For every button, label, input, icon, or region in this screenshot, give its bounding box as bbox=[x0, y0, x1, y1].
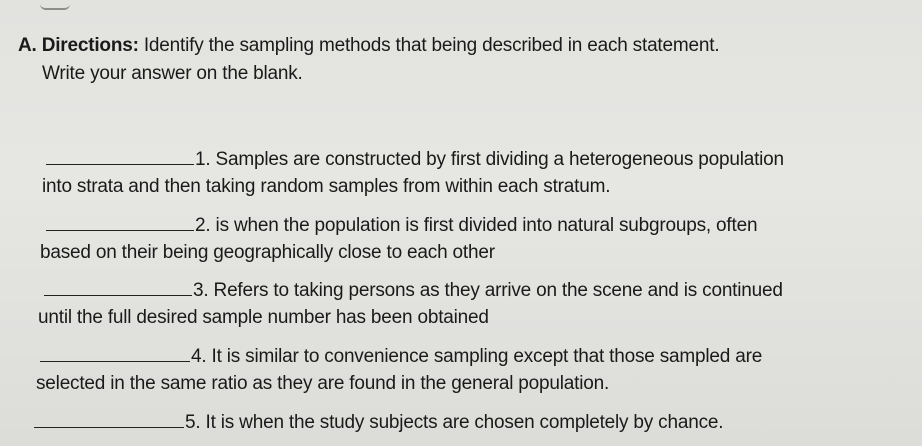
answer-blank-2[interactable] bbox=[46, 212, 194, 231]
answer-blank-1[interactable] bbox=[46, 146, 194, 165]
item-5-text: It is when the study subjects are chosen completely by chance. bbox=[205, 412, 724, 433]
item-4-text: It is similar to convenience sampling except that those sampled are bbox=[211, 346, 763, 367]
item-2-number: 2. bbox=[195, 215, 211, 236]
item-4-number: 4. bbox=[191, 346, 207, 367]
answer-blank-3[interactable] bbox=[44, 277, 192, 296]
directions-line-1 bbox=[18, 34, 719, 58]
directions-text: Identify the sampling methods that being described in each statement. bbox=[143, 35, 720, 56]
item-1-text: Samples are constructed by first dividing a heterogeneous population bbox=[215, 149, 784, 170]
item-3-line-1 bbox=[44, 277, 783, 303]
item-3-line-2 bbox=[38, 306, 489, 330]
item-2-text: is when the population is first divided into natural subgroups, often bbox=[215, 215, 758, 236]
item-1-text-2: into strata and then taking random samples from within each stratum. bbox=[42, 176, 611, 197]
section-letter: A. bbox=[18, 35, 37, 56]
directions-line-2 bbox=[42, 62, 303, 86]
item-3-text-2: until the full desired sample number has been obtained bbox=[38, 307, 489, 328]
item-1-line-1 bbox=[46, 146, 784, 172]
item-1-number: 1. bbox=[195, 149, 211, 170]
item-3-text: Refers to taking persons as they arrive on the scene and is continued bbox=[213, 280, 783, 301]
directions-label: Directions: bbox=[41, 35, 139, 56]
item-5-line-1 bbox=[34, 409, 723, 435]
item-2-line-1 bbox=[46, 212, 757, 238]
item-4-line-1 bbox=[40, 343, 762, 369]
item-4-line-2 bbox=[36, 372, 609, 396]
directions-text-2: Write your answer on the blank. bbox=[42, 63, 303, 84]
item-3-number: 3. bbox=[193, 280, 209, 301]
item-5-number: 5. bbox=[185, 412, 201, 433]
item-2-text-2: based on their being geographically close to each other bbox=[40, 242, 495, 263]
answer-blank-5[interactable] bbox=[34, 409, 184, 428]
answer-blank-4[interactable] bbox=[40, 343, 190, 362]
item-2-line-2 bbox=[40, 241, 495, 265]
item-1-line-2 bbox=[42, 175, 610, 199]
scan-artifact bbox=[40, 0, 70, 10]
item-4-text-2: selected in the same ratio as they are found in the general population. bbox=[36, 373, 610, 394]
